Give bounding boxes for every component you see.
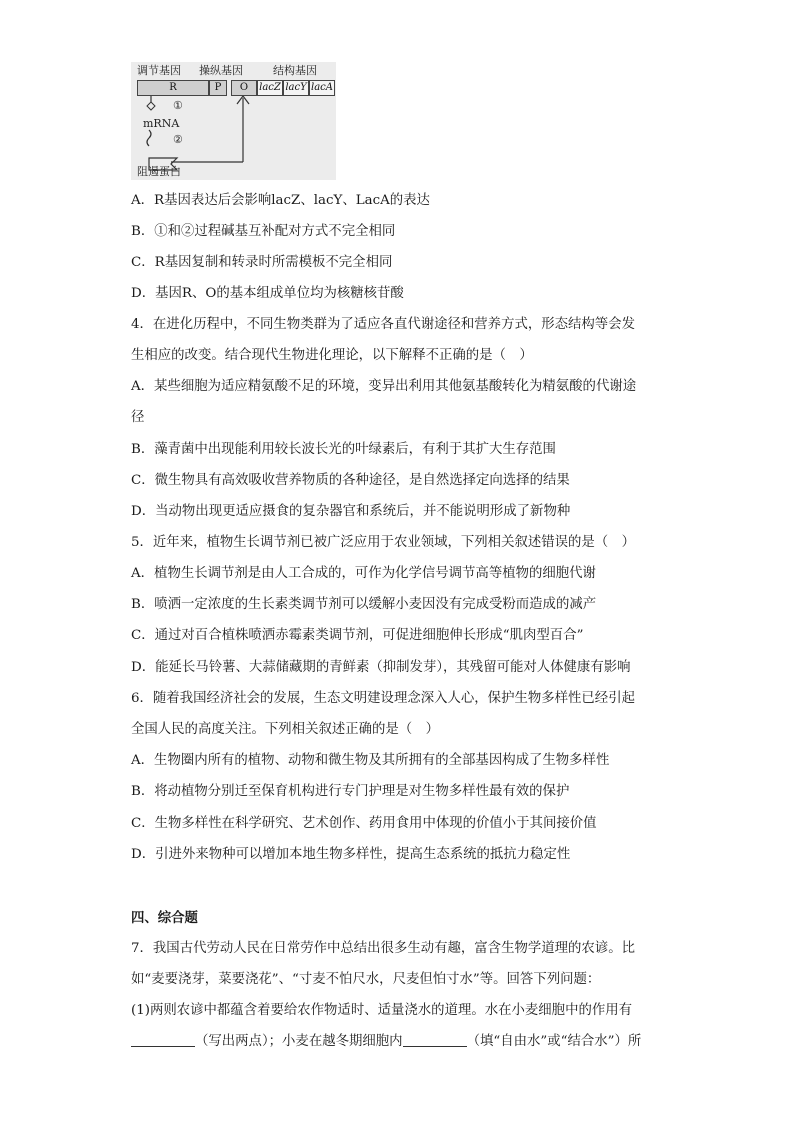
- q5-option-c: C．通过对百合植株喷洒赤霉素类调节剂，可促进细胞伸长形成“肌肉型百合”: [131, 628, 584, 643]
- mrna-label: mRNA: [143, 117, 180, 130]
- operator-box: O: [231, 80, 257, 96]
- q4-stem-line1: 4．在进化历程中，不同生物类群为了适应各直代谢途径和营养方式，形态结构等会发: [131, 317, 635, 332]
- answer-blank-2[interactable]: [403, 1032, 467, 1047]
- q7-stem-line2: 如“麦要浇芽，菜要浇花”、“寸麦不怕尺水，尺麦但怕寸水”等。回答下列问题：: [131, 972, 601, 987]
- q7-part1-line1: (1)两则农谚中都蕴含着要给农作物适时、适量浇水的道理。水在小麦细胞中的作用有: [131, 1003, 633, 1018]
- answer-blank-1[interactable]: [131, 1032, 195, 1047]
- section-heading: 四、综合题: [131, 910, 198, 926]
- lacz-box: lacZ: [257, 80, 283, 96]
- laca-box: lacA: [309, 80, 335, 96]
- q7-part1-text-a: （写出两点）；小麦在越冬期细胞内: [195, 1034, 403, 1049]
- q5-stem: 5．近年来，植物生长调节剂已被广泛应用于农业领域，下列相关叙述错误的是（ ）: [131, 535, 635, 550]
- q4-stem-line2: 生相应的改变。结合现代生物进化理论，以下解释不正确的是（ ）: [131, 348, 533, 363]
- q6-stem-line1: 6．随着我国经济社会的发展，生态文明建设理念深入人心，保护生物多样性已经引起: [131, 691, 635, 706]
- gene-r-box: R: [137, 80, 209, 96]
- q7-stem-line1: 7．我国古代劳动人民在日常劳作中总结出很多生动有趣，富含生物学道理的农谚。比: [131, 941, 635, 956]
- repressor-protein-label: 阻遏蛋白: [137, 165, 181, 178]
- step-one-label: ①: [173, 99, 183, 112]
- q5-option-d: D．能延长马铃薯、大蒜储藏期的青鲜素（抑制发芽），其残留可能对人体健康有影响: [131, 660, 631, 675]
- operator-gene-label: 操纵基因: [199, 64, 243, 77]
- q3-option-a: A．R基因表达后会影响lacZ、lacY、LacA的表达: [131, 193, 430, 208]
- q7-part1-line2: [131, 1032, 641, 1052]
- q6-stem-line2: 全国人民的高度关注。下列相关叙述正确的是（ ）: [131, 722, 439, 737]
- q4-option-a-line2: 径: [131, 410, 145, 425]
- q4-option-d: D．当动物出现更适应摄食的复杂器官和系统后，并不能说明形成了新物种: [131, 504, 571, 519]
- q6-option-a: A．生物圈内所有的植物、动物和微生物及其所拥有的全部基因构成了生物多样性: [131, 753, 610, 768]
- q3-option-b: B．①和②过程碱基互补配对方式不完全相同: [131, 224, 396, 239]
- q6-option-c: C．生物多样性在科学研究、艺术创作、药用食用中体现的价值小于其间接价值: [131, 816, 597, 831]
- regulator-gene-label: 调节基因: [137, 64, 181, 77]
- structural-gene-label: 结构基因: [273, 64, 317, 77]
- q3-option-d: D．基因R、O的基本组成单位均为核糖核苷酸: [131, 286, 404, 301]
- q7-part1-text-b: （填“自由水”或“结合水”）所: [466, 1034, 642, 1049]
- step-two-label: ②: [173, 133, 183, 146]
- q5-option-b: B．喷洒一定浓度的生长素类调节剂可以缓解小麦因没有完成受粉而造成的减产: [131, 597, 597, 612]
- lacy-box: lacY: [283, 80, 309, 96]
- q6-option-d: D．引进外来物种可以增加本地生物多样性，提高生态系统的抵抗力稳定性: [131, 847, 571, 862]
- q3-option-c: C．R基因复制和转录时所需模板不完全相同: [131, 255, 393, 270]
- q4-option-c: C．微生物具有高效吸收营养物质的各种途径，是自然选择定向选择的结果: [131, 473, 570, 488]
- operon-diagram: [131, 62, 336, 180]
- q6-option-b: B．将动植物分别迁至保育机构进行专门护理是对生物多样性最有效的保护: [131, 784, 570, 799]
- promoter-box: P: [209, 80, 227, 96]
- q4-option-a-line1: A．某些细胞为适应精氨酸不足的环境，变异出利用其他氨基酸转化为精氨酸的代谢途: [131, 379, 637, 394]
- q5-option-a: A．植物生长调节剂是由人工合成的，可作为化学信号调节高等植物的细胞代谢: [131, 566, 596, 581]
- q4-option-b: B．藻青菌中出现能利用较长波长光的叶绿素后，有利于其扩大生存范围: [131, 442, 556, 457]
